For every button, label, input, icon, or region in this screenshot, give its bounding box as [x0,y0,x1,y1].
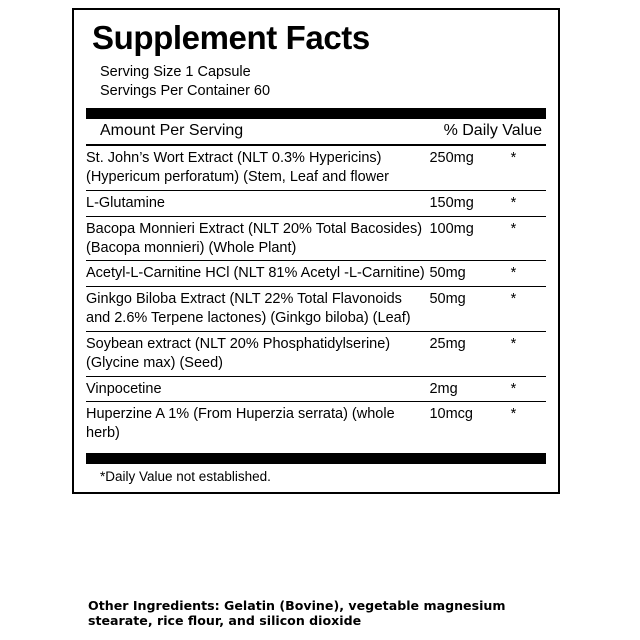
table-header-row [86,119,546,144]
ingredient-daily-value: * [510,406,517,423]
ingredient-name: St. John’s Wort Extract (NLT 0.3% Hypericins) (Hypericum perforatum) (Stem, Leaf and flower [86,146,429,190]
divider-thick-top [86,108,546,119]
ingredient-daily-value: * [511,287,546,332]
ingredient-daily-value: * [511,146,546,190]
ingredient-name: Vinpocetine [86,376,429,402]
table-row [86,287,546,332]
ingredient-daily-value: * [511,261,546,287]
table-row [86,216,546,261]
ingredient-amount: 250mg [429,146,510,190]
ingredient-name: Bacopa Monnieri Extract (NLT 20% Total Bacosides) (Bacopa monnieri) (Whole Plant) [86,216,429,261]
ingredient-amount: 25mg [429,331,510,376]
daily-value-header: % Daily Value [443,122,542,140]
ingredient-name: Soybean extract (NLT 20% Phosphatidylserine) (Glycine max) (Seed) [86,331,429,376]
table-row [86,376,546,402]
ingredient-daily-value: * [511,190,546,216]
ingredients-table [86,146,546,446]
ingredient-name: Acetyl-L-Carnitine HCl (NLT 81% Acetyl -L-Carnitine) [86,261,429,287]
table-row [86,402,546,446]
serving-size-text: Serving Size 1 Capsule [100,63,251,80]
table-row [86,261,546,287]
ingredient-amount: 2mg [429,376,510,402]
table-row [86,190,546,216]
ingredient-name: L-Glutamine [86,190,429,216]
amount-per-serving-header: Amount Per Serving [100,122,244,140]
ingredient-amount: 50mg [429,261,510,287]
ingredient-amount: 150mg [429,190,510,216]
ingredient-name: Huperzine A 1% (From Huperzia serrata) (whole herb) [86,406,395,442]
servings-per-container-text: Servings Per Container 60 [100,83,271,100]
ingredient-daily-value: * [511,376,546,402]
divider-thick-bottom [86,453,546,464]
other-ingredients-text: Other Ingredients: Gelatin (Bovine), vegetable magnesium stearate, rice flour, and silicon dioxide [88,598,506,629]
ingredient-daily-value: * [511,331,546,376]
table-row [86,146,546,190]
supplement-facts-panel [72,8,560,494]
ingredient-amount: 10mcg [429,406,473,423]
ingredient-amount: 50mg [429,287,510,332]
daily-value-footnote: *Daily Value not established. [100,469,271,485]
page-title: Supplement Facts [92,19,370,56]
ingredient-daily-value: * [511,216,546,261]
ingredient-name: Ginkgo Biloba Extract (NLT 22% Total Flavonoids and 2.6% Terpene lactones) (Ginkgo biloba) (Leaf) [86,287,429,332]
ingredient-amount: 100mg [429,216,510,261]
table-row [86,331,546,376]
